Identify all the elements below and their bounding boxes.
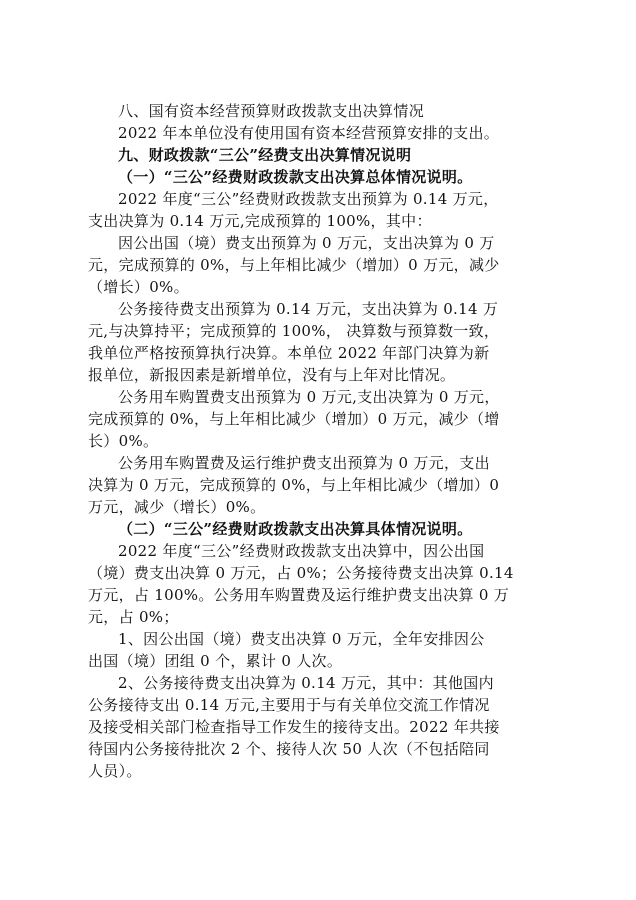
paragraph-line: 2、公务接待费支出决算为 0.14 万元，其中：其他国内 xyxy=(118,674,494,692)
section-9-heading: 九、财政拨款“三公”经费支出决算情况说明 xyxy=(118,146,412,164)
paragraph-line: 公务接待费支出预算为 0.14 万元，支出决算为 0.14 万 xyxy=(118,300,499,318)
paragraph-line: 待国内公务接待批次 2 个、接待人次 50 人次（不包括陪同 xyxy=(88,740,490,758)
paragraph-line: 报单位，新报因素是新增单位，没有与上年对比情况。 xyxy=(88,366,456,384)
paragraph-line: 元，占 0%； xyxy=(88,608,179,626)
paragraph-line: 1、因公出国（境）费支出决算 0 万元，全年安排因公 xyxy=(118,630,485,648)
paragraph-line: 长）0%。 xyxy=(88,432,159,450)
paragraph-line: 因公出国（境）费支出预算为 0 万元，支出决算为 0 万 xyxy=(118,234,495,252)
paragraph-line: （境）费支出决算 0 万元，占 0%；公务接待费支出决算 0.14 xyxy=(88,564,514,582)
paragraph-line: 公务用车购置费支出预算为 0 万元,支出决算为 0 万元， xyxy=(118,388,500,406)
paragraph-line: 万元，减少（增长）0%。 xyxy=(88,498,266,516)
paragraph-line: 人员）。 xyxy=(88,762,142,780)
section-8-body: 2022 年本单位没有使用国有资本经营预算安排的支出。 xyxy=(118,124,500,142)
paragraph-line: 完成预算的 0%，与上年相比减少（增加）0 万元，减少（增 xyxy=(88,410,500,428)
paragraph-line: 元，完成预算的 0%，与上年相比减少（增加）0 万元，减少 xyxy=(88,256,500,274)
paragraph-line: 万元，占 100%。公务用车购置费及运行维护费支出决算 0 万 xyxy=(88,586,510,604)
paragraph-line: 公务接待支出 0.14 万元,主要用于与有关单位交流工作情况 xyxy=(88,696,490,714)
paragraph-line: 决算为 0 万元，完成预算的 0%，与上年相比减少（增加）0 xyxy=(88,476,500,494)
paragraph-line: 元,与决算持平；完成预算的 100%， 决算数与预算数一致， xyxy=(88,322,500,340)
paragraph-line: 2022 年度“三公”经费财政拨款支出预算为 0.14 万元， xyxy=(118,190,499,208)
paragraph-line: 2022 年度“三公”经费财政拨款支出决算中，因公出国 xyxy=(118,542,485,560)
paragraph-line: 及接受相关部门检查指导工作发生的接待支出。2022 年共接 xyxy=(88,718,500,736)
paragraph-line: 我单位严格按预算执行决算。本单位 2022 年部门决算为新 xyxy=(88,344,490,362)
document-body xyxy=(88,100,560,782)
subsection-1-heading: （一）“三公”经费财政拨款支出决算总体情况说明。 xyxy=(118,168,473,186)
paragraph-line: （增长）0%。 xyxy=(88,278,189,296)
subsection-2-heading: （二）“三公”经费财政拨款支出决算具体情况说明。 xyxy=(118,520,473,538)
paragraph-line: 公务用车购置费及运行维护费支出预算为 0 万元，支出 xyxy=(118,454,490,472)
section-8-heading: 八、国有资本经营预算财政拨款支出决算情况 xyxy=(118,102,425,120)
paragraph-line: 支出决算为 0.14 万元,完成预算的 100%，其中： xyxy=(88,212,432,230)
paragraph-line: 出国（境）团组 0 个，累计 0 人次。 xyxy=(88,652,343,670)
